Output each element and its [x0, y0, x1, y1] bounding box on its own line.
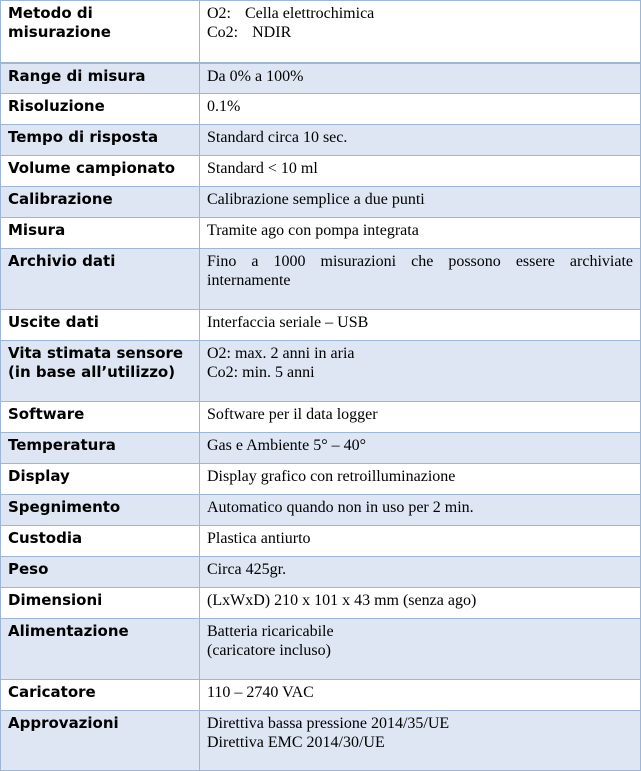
row-value-line: (caricatore incluso): [207, 642, 331, 659]
table-row: [1, 402, 641, 433]
row-label: Uscite dati: [1, 310, 200, 341]
row-label: Misura: [1, 218, 200, 249]
table-row: [1, 310, 641, 341]
table-row: [1, 218, 641, 249]
row-value-line: Batteria ricaricabile: [207, 623, 334, 640]
row-value: Fino a 1000 misurazioni che possono essere archiviate internamente: [200, 249, 641, 310]
row-label: Approvazioni: [1, 711, 200, 771]
table-row: [1, 526, 641, 557]
row-value: Standard circa 10 sec.: [200, 125, 641, 156]
row-label: Software: [1, 402, 200, 433]
row-value-line: [207, 4, 633, 23]
table-row: [1, 249, 641, 310]
table-row: [1, 125, 641, 156]
row-value-line: [207, 23, 633, 42]
row-value: (LxWxD) 210 x 101 x 43 mm (senza ago): [200, 588, 641, 619]
row-label-line: Vita stimata sensore: [8, 344, 184, 362]
row-value-line: Direttiva bassa pressione 2014/35/UE: [207, 715, 450, 732]
row-value-line: Co2: min. 5 anni: [207, 364, 315, 381]
row-value: Interfaccia seriale – USB: [200, 310, 641, 341]
row-value: Display grafico con retroilluminazione: [200, 464, 641, 495]
row-label: Peso: [1, 557, 200, 588]
table-row: [1, 156, 641, 187]
table-row: [1, 680, 641, 711]
row-value-line: Direttiva EMC 2014/30/UE: [207, 734, 385, 751]
row-label-line: misurazione: [8, 23, 111, 41]
row-value: Standard < 10 ml: [200, 156, 641, 187]
row-value: [200, 711, 641, 771]
row-label: Range di misura: [1, 63, 200, 94]
row-label: Calibrazione: [1, 187, 200, 218]
row-label: Spegnimento: [1, 495, 200, 526]
row-label: [1, 1, 200, 63]
row-value: Software per il data logger: [200, 402, 641, 433]
table-row: [1, 495, 641, 526]
co2-method: NDIR: [252, 24, 292, 41]
row-label: Caricatore: [1, 680, 200, 711]
row-value-line: O2: max. 2 anni in aria: [207, 345, 355, 362]
o2-method: Cella elettrochimica: [245, 5, 375, 22]
row-value: [200, 341, 641, 402]
row-label: [1, 341, 200, 402]
row-value: [200, 1, 641, 63]
table-row: [1, 63, 641, 94]
table-row: [1, 557, 641, 588]
row-label-line: (in base all’utilizzo): [8, 363, 176, 381]
row-label: Temperatura: [1, 433, 200, 464]
row-label: Custodia: [1, 526, 200, 557]
table-row: [1, 619, 641, 680]
row-value: Circa 425gr.: [200, 557, 641, 588]
table-row: [1, 711, 641, 771]
row-value: 110 – 2740 VAC: [200, 680, 641, 711]
table-row: [1, 341, 641, 402]
co2-prefix: Co2:: [207, 24, 239, 41]
o2-prefix: O2:: [207, 5, 231, 22]
row-value: [200, 619, 641, 680]
table-row: [1, 464, 641, 495]
table-row: [1, 433, 641, 464]
row-label: Alimentazione: [1, 619, 200, 680]
row-label-line: Metodo di: [8, 4, 93, 22]
table-row: [1, 94, 641, 125]
row-value: Automatico quando non in uso per 2 min.: [200, 495, 641, 526]
row-value: Plastica antiurto: [200, 526, 641, 557]
row-label: Tempo di risposta: [1, 125, 200, 156]
row-value: Gas e Ambiente 5° – 40°: [200, 433, 641, 464]
row-label: Display: [1, 464, 200, 495]
row-value: 0.1%: [200, 94, 641, 125]
row-label: Dimensioni: [1, 588, 200, 619]
row-label: Archivio dati: [1, 249, 200, 310]
table-row: [1, 1, 641, 63]
row-label: Risoluzione: [1, 94, 200, 125]
row-value: Da 0% a 100%: [200, 63, 641, 94]
table-row: [1, 588, 641, 619]
table-row: [1, 187, 641, 218]
row-value: Calibrazione semplice a due punti: [200, 187, 641, 218]
row-label: Volume campionato: [1, 156, 200, 187]
row-value: Tramite ago con pompa integrata: [200, 218, 641, 249]
